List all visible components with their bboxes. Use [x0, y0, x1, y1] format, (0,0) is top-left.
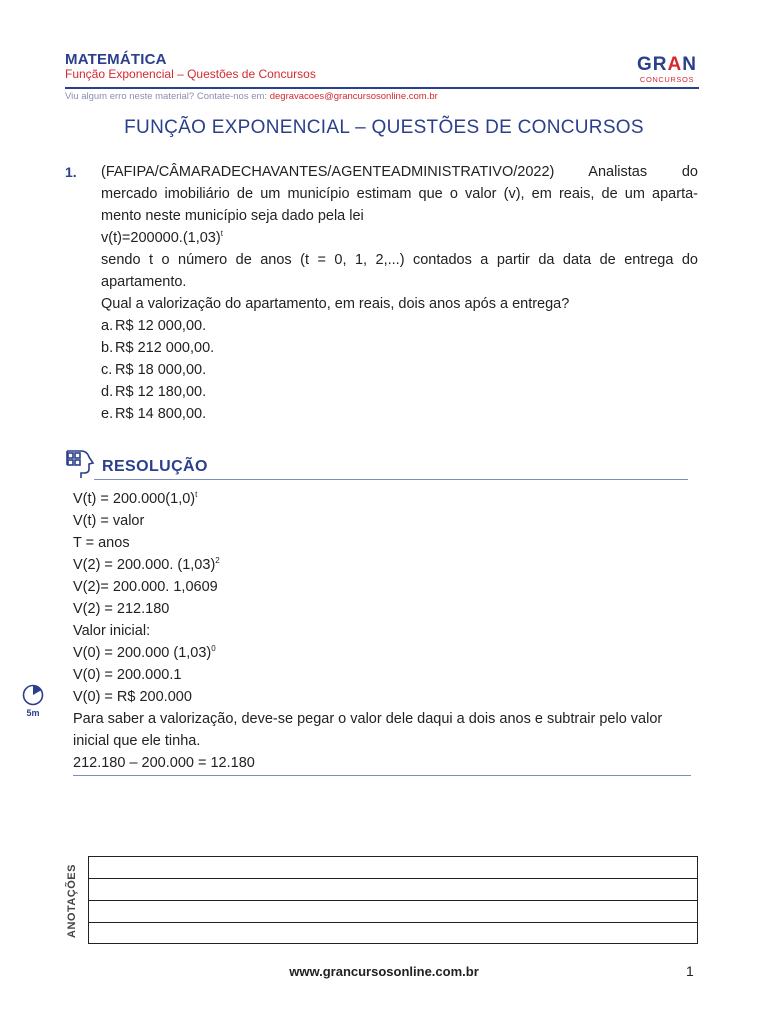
resolution-end-divider: [73, 775, 691, 776]
resolution-line: Valor inicial:: [73, 623, 151, 639]
gran-logo: [632, 55, 702, 87]
option-e[interactable]: e. R$ 14 800,00.: [101, 406, 207, 422]
option-b[interactable]: b. R$ 212 000,00.: [101, 340, 215, 356]
question-number: 1.: [65, 164, 77, 180]
resolution-line: V(2)= 200.000. 1,0609: [73, 579, 218, 595]
header-divider: [65, 87, 699, 89]
question-line-1: (FAFIPA/CÂMARADECHAVANTES/AGENTEADMINISTRATIVO/2022) Analistas do: [101, 164, 698, 180]
notes-area[interactable]: [88, 856, 698, 944]
question-body: [101, 161, 698, 425]
page-title: FUNÇÃO EXPONENCIAL – QUESTÕES DE CONCURSOS: [124, 117, 644, 138]
option-c[interactable]: c. R$ 18 000,00.: [101, 362, 207, 378]
head-calculator-icon: [63, 447, 95, 479]
subject-title: MATEMÁTICA: [65, 51, 167, 68]
resolution-line: V(0) = R$ 200.000: [73, 689, 192, 705]
question-formula: $v(t)=200000.(1,03)^t$: [101, 229, 223, 246]
footer-url-link[interactable]: www.grancursosonline.com.br: [289, 964, 479, 979]
notes-label: ANOTAÇÕES: [66, 864, 78, 938]
option-a[interactable]: a. R$ 12 000,00.: [101, 318, 207, 334]
notes-line: [89, 922, 697, 923]
resolution-line: V(t) = valor: [73, 513, 145, 529]
resolution-divider: [94, 479, 688, 480]
resolution-body: [73, 488, 691, 774]
resolution-line: V(0) = 200.000.1: [73, 667, 182, 683]
question-line-2: mercado imobiliário de um município estimam que o valor (v), em reais, de um aparta-: [101, 186, 698, 202]
option-d[interactable]: d. R$ 12 180,00.: [101, 384, 207, 400]
resolution-heading: RESOLUÇÃO: [102, 458, 208, 475]
resolution-line: 212.180 – 200.000 = 12.180: [73, 755, 255, 771]
resolution-line: T = anos: [73, 535, 130, 551]
subject-subtitle: Função Exponencial – Questões de Concursos: [65, 67, 316, 81]
contact-email-link[interactable]: degravacoes@grancursosonline.com.br: [269, 91, 438, 102]
question-text-2: sendo t o número de anos (t = 0, 1, 2,...) contados a partir da data de entrega do apartamento.: [101, 252, 698, 290]
logo-subtext: CONCURSOS: [639, 75, 695, 84]
resolution-line: $V(t) = 200.000(1,0)^t$: [73, 490, 198, 507]
resolution-line: Para saber a valorização, deve-se pegar o valor dele daqui a dois anos e subtrair pelo valor inicial que ele tinha.: [73, 711, 663, 749]
resolution-line: V(2) = 200.000. $(1,03)^2$: [73, 556, 220, 573]
logo-wordmark: GRAN: [637, 54, 697, 75]
question-prompt: Qual a valorização do apartamento, em reais, dois anos após a entrega?: [101, 296, 570, 312]
question-line-3: mento neste município seja dado pela lei: [101, 208, 364, 224]
timer-label: 5m: [26, 708, 40, 718]
timer-icon: [22, 684, 44, 706]
notes-line: [89, 900, 697, 901]
contact-note: Viu algum erro neste material? Contate-nos em: degravacoes@grancursosonline.com.br: [65, 91, 438, 102]
notes-line: [89, 878, 697, 879]
resolution-line: V(2) = 212.180: [73, 601, 170, 617]
resolution-line: V(0) = 200.000 $(1,03)^0$: [73, 644, 216, 661]
page-number: 1: [686, 963, 694, 979]
